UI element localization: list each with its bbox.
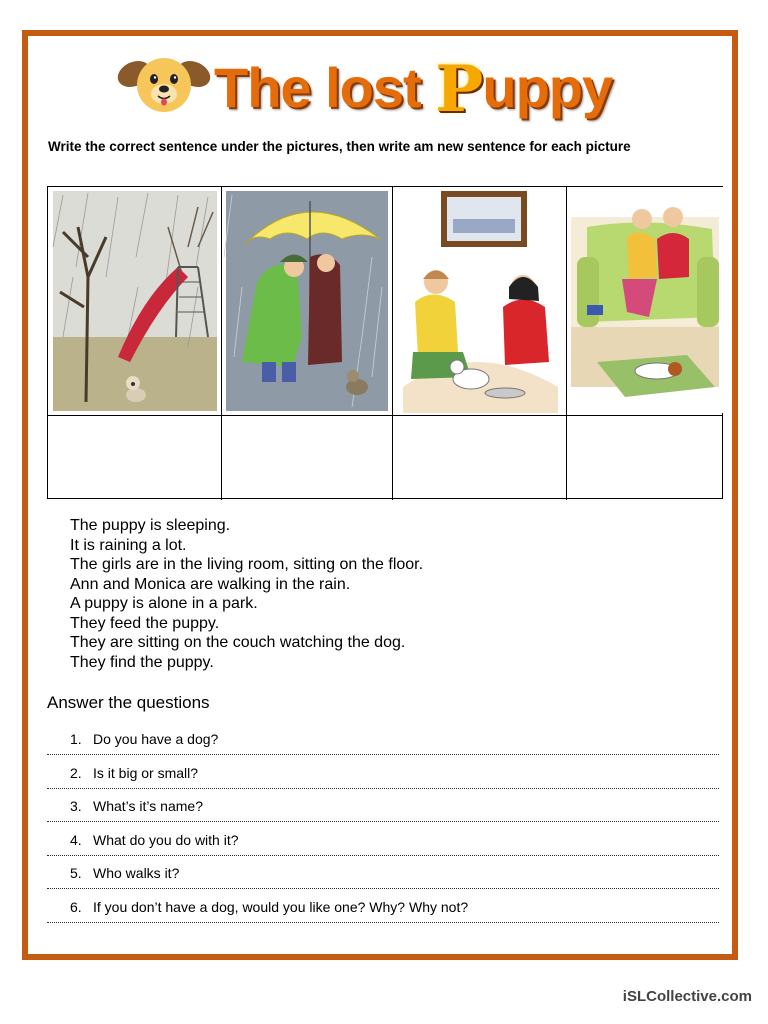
- sentence-item: They find the puppy.: [70, 653, 214, 671]
- question-item: [47, 798, 723, 832]
- feeding-illustration: [393, 187, 565, 413]
- picture-cell-feeding: [393, 187, 567, 415]
- answer-line[interactable]: [47, 922, 719, 923]
- question-item: [47, 765, 723, 799]
- picture-cell-couch: [567, 187, 724, 415]
- picture-cell-park-rain: [48, 187, 222, 415]
- sentence-item: The girls are in the living room, sitting on the floor.: [70, 556, 424, 573]
- question-number: 1.: [70, 731, 82, 747]
- answer-line[interactable]: [47, 788, 719, 789]
- title-prefix: The lost: [214, 56, 436, 119]
- umbrella-illustration: [222, 187, 392, 413]
- couch-illustration: [567, 187, 723, 413]
- question-item: [47, 832, 723, 866]
- answer-cell-4[interactable]: [567, 416, 724, 500]
- question-number: 3.: [70, 798, 82, 814]
- picture-table: [47, 186, 723, 499]
- question-text: Is it big or small?: [93, 764, 199, 781]
- worksheet-title: [214, 52, 612, 127]
- question-text: Who walks it?: [93, 865, 180, 881]
- title-suffix: uppy: [482, 56, 613, 119]
- sentence-item: A puppy is alone in a park.: [70, 595, 258, 612]
- sentence-item: They are sitting on the couch watching the dog.: [70, 634, 406, 651]
- worksheet-frame: [22, 30, 738, 960]
- question-text: Do you have a dog?: [93, 731, 219, 747]
- dog-face-icon: [114, 52, 214, 114]
- question-text: What’s it’s name?: [93, 798, 203, 814]
- sentence-item: It is raining a lot.: [70, 536, 187, 554]
- park-rain-illustration: [48, 187, 220, 413]
- title-row: [28, 46, 732, 127]
- answer-heading: Answer the questions: [47, 693, 210, 712]
- question-number: 5.: [70, 865, 82, 881]
- sentence-list: [70, 516, 423, 672]
- question-number: 4.: [70, 831, 82, 848]
- sentence-item: The puppy is sleeping.: [70, 517, 231, 534]
- answer-cell-2[interactable]: [222, 416, 393, 500]
- answer-line[interactable]: [47, 855, 719, 856]
- answer-line[interactable]: [47, 888, 719, 889]
- question-item: [47, 899, 723, 933]
- watermark-text: iSLCollective.com: [622, 988, 752, 1005]
- answer-cell-3[interactable]: [393, 416, 567, 500]
- answer-line[interactable]: [47, 821, 719, 822]
- question-number: 2.: [70, 764, 82, 781]
- question-item: [47, 865, 723, 899]
- question-number: 6.: [70, 898, 82, 915]
- sentence-item: They feed the puppy.: [70, 614, 220, 632]
- question-item: [47, 731, 723, 765]
- question-text: What do you do with it?: [93, 831, 239, 848]
- picture-cell-umbrella: [222, 187, 393, 415]
- sentence-item: Ann and Monica are walking in the rain.: [70, 575, 351, 593]
- instructions-text: Write the correct sentence under the pictures, then write am new sentence for each picture: [48, 139, 631, 154]
- title-decorated-letter: P: [435, 52, 483, 127]
- question-list: [47, 731, 723, 932]
- answer-cell-1[interactable]: [48, 416, 222, 500]
- question-text: If you don’t have a dog, would you like one? Why? Why not?: [93, 898, 469, 915]
- answer-line[interactable]: [47, 754, 719, 755]
